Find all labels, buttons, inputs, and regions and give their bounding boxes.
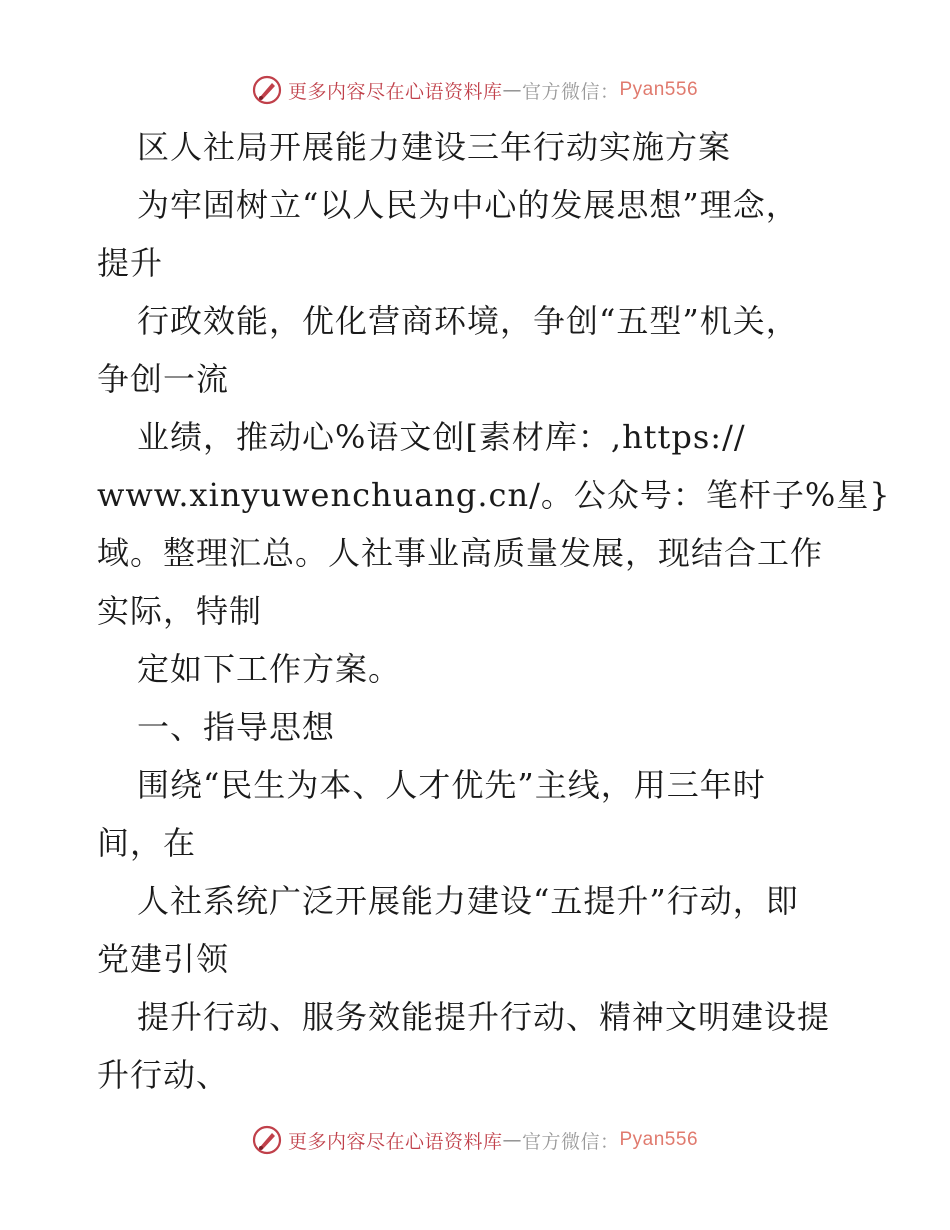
document-title: 区人社局开展能力建设三年行动实施方案: [137, 128, 732, 166]
paragraph-line: www.xinyuwenchuang.cn/。公众号：笔杆子%星}: [97, 476, 891, 514]
paragraph-line: 人社系统广泛开展能力建设“五提升”行动，即: [137, 882, 799, 920]
pen-logo-icon: [252, 1125, 282, 1155]
paragraph-line: 争创一流: [97, 360, 230, 398]
banner-wechat-label: 官方微信：: [521, 80, 620, 103]
banner-wechat-label: 官方微信：: [521, 1130, 620, 1153]
paragraph-line: 提升: [97, 244, 164, 282]
banner-separator: —: [502, 79, 522, 101]
banner-wechat-id: Pyan556: [619, 1129, 699, 1150]
paragraph-line: 为牢固树立“以人民为中心的发展思想”理念，: [137, 186, 799, 224]
paragraph-line: 业绩，推动心%语文创[素材库：,https://: [137, 418, 746, 456]
banner-separator: —: [502, 1129, 522, 1151]
banner-wechat-id: Pyan556: [619, 79, 699, 100]
paragraph-line: 域。整理汇总。人社事业高质量发展，现结合工作: [97, 534, 824, 572]
paragraph-line: 升行动、: [97, 1056, 230, 1094]
banner-brand-text: 更多内容尽在心语资料库: [287, 1130, 503, 1153]
paragraph-line: 间，在: [97, 824, 197, 862]
paragraph-line: 行政效能，优化营商环境，争创“五型”机关，: [137, 302, 799, 340]
paragraph-line: 定如下工作方案。: [137, 650, 402, 688]
document-body: [97, 118, 891, 1104]
paragraph-line: 围绕“民生为本、人才优先”主线，用三年时: [137, 766, 766, 804]
pen-logo-icon: [252, 75, 282, 105]
paragraph-line: 实际，特制: [97, 592, 263, 630]
paragraph-line: 党建引领: [97, 940, 230, 978]
footer-watermark-banner: [0, 1120, 950, 1160]
paragraph-line: 提升行动、服务效能提升行动、精神文明建设提: [137, 998, 831, 1036]
header-watermark-banner: [0, 70, 950, 110]
banner-brand-text: 更多内容尽在心语资料库: [287, 80, 503, 103]
section-heading: 一、指导思想: [137, 708, 336, 746]
